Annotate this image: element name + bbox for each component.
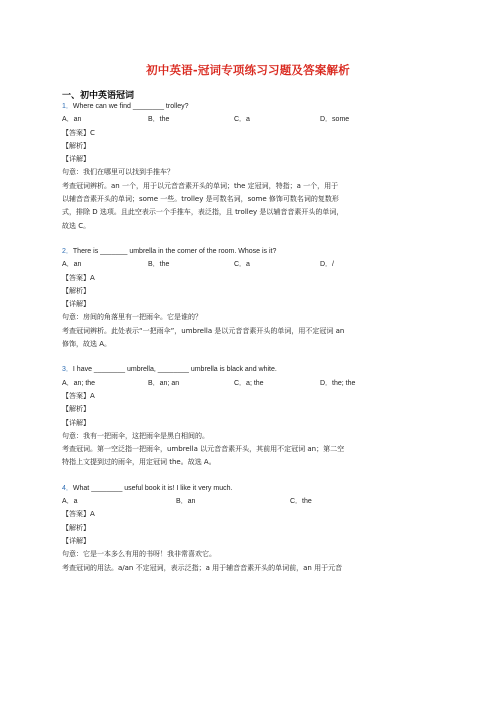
- explanation-line: 句意：房间的角落里有一把雨伞。它是谁的？: [62, 313, 202, 322]
- explanation-line: 考查冠词。第一空泛指一把雨伞，umbrella 以元音音素开头，其前用不定冠词 an；第二空: [62, 445, 345, 454]
- answer-label: 【答案】C: [62, 128, 95, 137]
- option-a: A．a: [62, 498, 78, 506]
- analysis-label: 【解析】: [62, 523, 90, 532]
- option-row: [62, 495, 447, 508]
- option-b: B．the: [148, 116, 170, 124]
- question-number: 3．: [62, 366, 73, 374]
- question-2: [62, 245, 447, 351]
- option-b: B．an: [176, 498, 196, 506]
- option-a: A．an; the: [62, 379, 96, 387]
- explanation-line: 故选 C。: [62, 221, 91, 230]
- option-c: C．a: [234, 116, 250, 124]
- option-row: [62, 113, 447, 126]
- question-number: 4．: [62, 484, 73, 492]
- explanation-line: 考查冠词辨析。此处表示“一把雨伞”，umbrella 是以元音音素开头的单词，用不定冠词 an: [62, 326, 345, 335]
- option-a: A．an: [62, 116, 82, 124]
- question-text: Where can we find ________ trolley?: [72, 103, 189, 110]
- detail-label: 【详解】: [62, 300, 90, 309]
- explanation-line: 以辅音音素开头的单词；some 一些。trolley 是可数名词，some 修饰可数名词的复数形: [62, 195, 339, 204]
- analysis-label: 【解析】: [62, 141, 90, 150]
- analysis-label: 【解析】: [62, 286, 90, 295]
- question-stem: [62, 245, 447, 258]
- explanation-line: 考查冠词辨析。an 一个，用于以元音音素开头的单词；the 定冠词，特指；a 一个，用于: [62, 181, 339, 190]
- document-body: [62, 100, 447, 575]
- explanation-line: 句意：我有一把雨伞，这把雨伞是黑白相间的。: [62, 431, 209, 440]
- explanation-line: 式，排除 D 选项。且此空表示一个手推车，表泛指，且 trolley 是以辅音音素开头的单词，: [62, 208, 344, 217]
- option-b: B．an; an: [148, 379, 180, 387]
- option-c: C．a: [234, 261, 250, 269]
- analysis-label: 【解析】: [62, 405, 90, 414]
- section-heading: 一、初中英语冠词: [62, 91, 135, 101]
- question-stem: [62, 100, 447, 113]
- detail-label: 【详解】: [62, 536, 90, 545]
- option-d: D．/: [320, 261, 334, 269]
- option-a: A．an: [62, 261, 82, 269]
- question-4: [62, 482, 447, 575]
- question-text: What ________ useful book it is! I like it very much.: [72, 484, 233, 492]
- answer-label: 【答案】A: [62, 391, 95, 400]
- detail-label: 【详解】: [62, 155, 90, 164]
- option-b: B．the: [148, 261, 170, 269]
- option-row: [62, 377, 447, 390]
- question-text: There is _______ umbrella in the corner of the room. Whose is it?: [72, 247, 277, 255]
- explanation-line: 句意：它是一本多么有用的书呀！我非常喜欢它。: [62, 550, 216, 559]
- detail-label: 【详解】: [62, 418, 90, 427]
- option-d: D．some: [320, 116, 350, 124]
- question-stem: [62, 363, 447, 376]
- option-d: D．the; the: [320, 379, 356, 387]
- explanation-line: 修饰，故选 A。: [62, 340, 112, 349]
- document-title: 初中英语-冠词专项练习习题及答案解析: [146, 63, 350, 77]
- question-number: 1．: [62, 103, 73, 110]
- question-number: 2．: [62, 247, 73, 255]
- answer-label: 【答案】A: [62, 273, 95, 282]
- explanation-line: 特指上文提到过的雨伞，用定冠词 the。故选 A。: [62, 458, 216, 467]
- question-3: [62, 363, 447, 469]
- option-row: [62, 258, 447, 271]
- explanation-line: 考查冠词的用法。a/an 不定冠词，表示泛指；a 用于辅音音素开头的单词前，an 用于元音: [62, 563, 343, 572]
- question-1: [62, 100, 447, 233]
- answer-label: 【答案】A: [62, 510, 95, 519]
- question-stem: [62, 482, 447, 495]
- explanation-line: 句意：我们在哪里可以找到手推车？: [62, 168, 174, 177]
- option-c: C．a; the: [234, 379, 264, 387]
- option-c: C．the: [290, 498, 312, 506]
- question-text: I have ________ umbrella, ________ umbrella is black and white.: [72, 366, 277, 374]
